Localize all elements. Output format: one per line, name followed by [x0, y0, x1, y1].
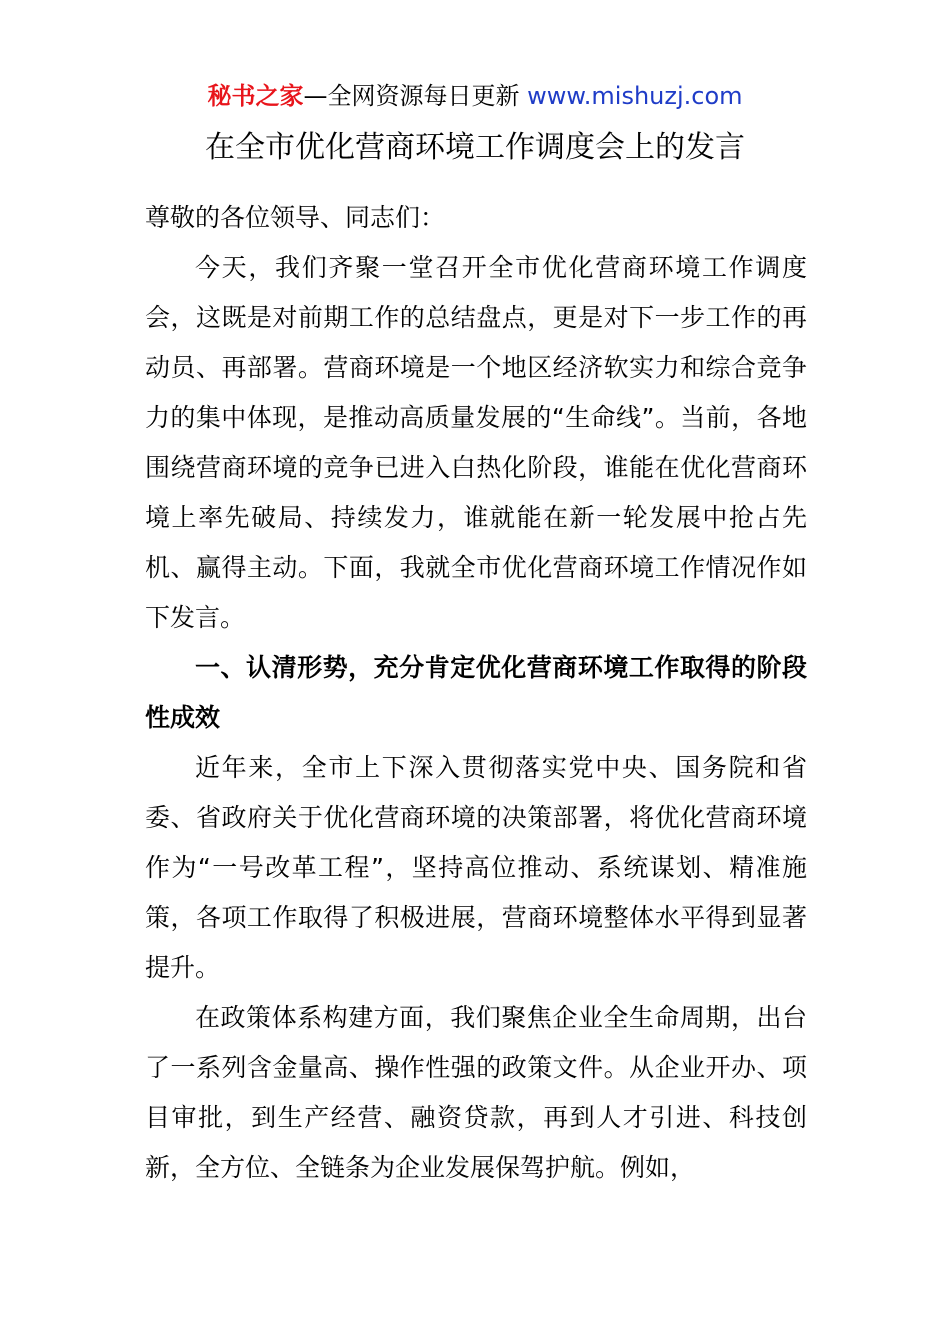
section-heading-1: 一、认清形势，充分肯定优化营商环境工作取得的阶段性成效 — [145, 653, 807, 732]
site-url[interactable]: www.mishuzj.com — [527, 82, 743, 110]
paragraph-intro: 今天，我们齐聚一堂召开全市优化营商环境工作调度会，这既是对前期工作的总结盘点，更是对下一步工作的再动员、再部署。营商环境是一个地区经济软实力和综合竞争力的集中体现，是推动高质量发展的“生命线”。当前，各地围绕营商环境的竞争已进入白热化阶段，谁能在优化营商环境上率先破局、持续发力，谁就能在新一轮发展中抢占先机、赢得主动。下面，我就全市优化营商环境工作情况作如下发言。 — [145, 253, 807, 632]
document-body — [145, 193, 807, 1193]
document-title: 在全市优化营商环境工作调度会上的发言 — [205, 130, 745, 165]
paragraph-policy: 在政策体系构建方面，我们聚焦企业全生命周期，出台了一系列含金量高、操作性强的政策文件。从企业开办、项目审批，到生产经营、融资贷款，再到人才引进、科技创新，全方位、全链条为企业发展保驾护航。例如， — [145, 1003, 807, 1182]
brand-name: 秘书之家 — [207, 82, 304, 110]
paragraph-achievements: 近年来，全市上下深入贯彻落实党中央、国务院和省委、省政府关于优化营商环境的决策部署，将优化营商环境作为“一号改革工程”，坚持高位推动、系统谋划、精准施策，各项工作取得了积极进展，营商环境整体水平得到显著提升。 — [145, 753, 807, 982]
salutation: 尊敬的各位领导、同志们： — [145, 203, 446, 232]
site-tagline: —全网资源每日更新 — [303, 82, 528, 110]
site-header — [0, 80, 950, 112]
